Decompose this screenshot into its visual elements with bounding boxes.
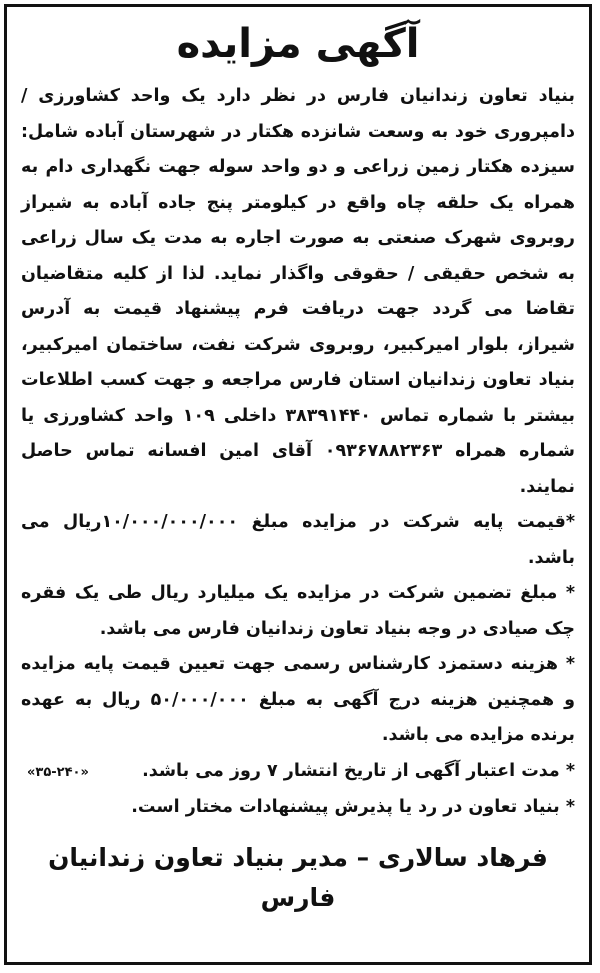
bullet-validity-row <box>21 754 575 791</box>
bullet-final: * بنیاد تعاون در رد یا پذیرش پیشنهادات مختار است. <box>131 797 575 817</box>
notice-frame <box>4 4 592 965</box>
bullet-base-price: *قیمت پایه شرکت در مزایده مبلغ ۱۰/۰۰۰/۰۰۰/۰۰۰ریال می باشد. <box>21 512 575 568</box>
bullet-fees: * هزینه دستمزد کارشناس رسمی جهت تعیین قیمت پایه مزایده و همچنین هزینه درج آگهی به مبلغ ۵۰/۰۰۰/۰۰۰ ریال به عهده برنده مزایده می باشد. <box>21 654 576 745</box>
signature: فرهاد سالاری – مدیر بنیاد تعاون زندانیان فارس <box>48 842 548 912</box>
bullet-guarantee: * مبلغ تضمین شرکت در مزایده یک میلیارد ریال طی یک فقره چک صیادی در وجه بنیاد تعاون زندانیان فارس می باشد. <box>21 583 575 639</box>
notice-body <box>21 79 575 826</box>
auction-notice <box>7 17 589 918</box>
notice-code: «۳۵-۲۴۰» <box>27 764 89 780</box>
bullet-validity: * مدت اعتبار آگهی از تاریخ انتشار ۷ روز می باشد. <box>142 760 575 781</box>
body-paragraph: بنیاد تعاون زندانیان فارس در نظر دارد یک واحد کشاورزی / دامپروری خود به وسعت شانزده هکتار در شهرستان آباده شامل: سیزده هکتار زمین زراعی و دو واحد سوله جهت نگهداری دام به همراه یک حلقه چاه واقع در کیلومتر پنج جاده آباده به شیراز روبروی شهرک صنعتی به صورت اجاره به مدت یک سال زراعی به شخص حقیقی / حقوقی واگذار نماید. لذا از کلیه متقاضیان تقاضا می گردد جهت دریافت فرم پیشنهاد قیمت به آدرس شیراز، بلوار امیرکبیر، روبروی شرکت نفت، ساختمان امیرکبیر، بنیاد تعاون زندانیان استان فارس مراجعه و جهت کسب اطلاعات بیشتر با شماره تماس ۳۸۳۹۱۴۴۰ داخلی ۱۰۹ واحد کشاورزی یا شماره همراه ۰۹۳۶۷۸۸۲۳۶۳ آقای امین افسانه تماس حاصل نمایند. <box>21 86 575 497</box>
notice-title: آگهی مزایده <box>176 21 420 67</box>
